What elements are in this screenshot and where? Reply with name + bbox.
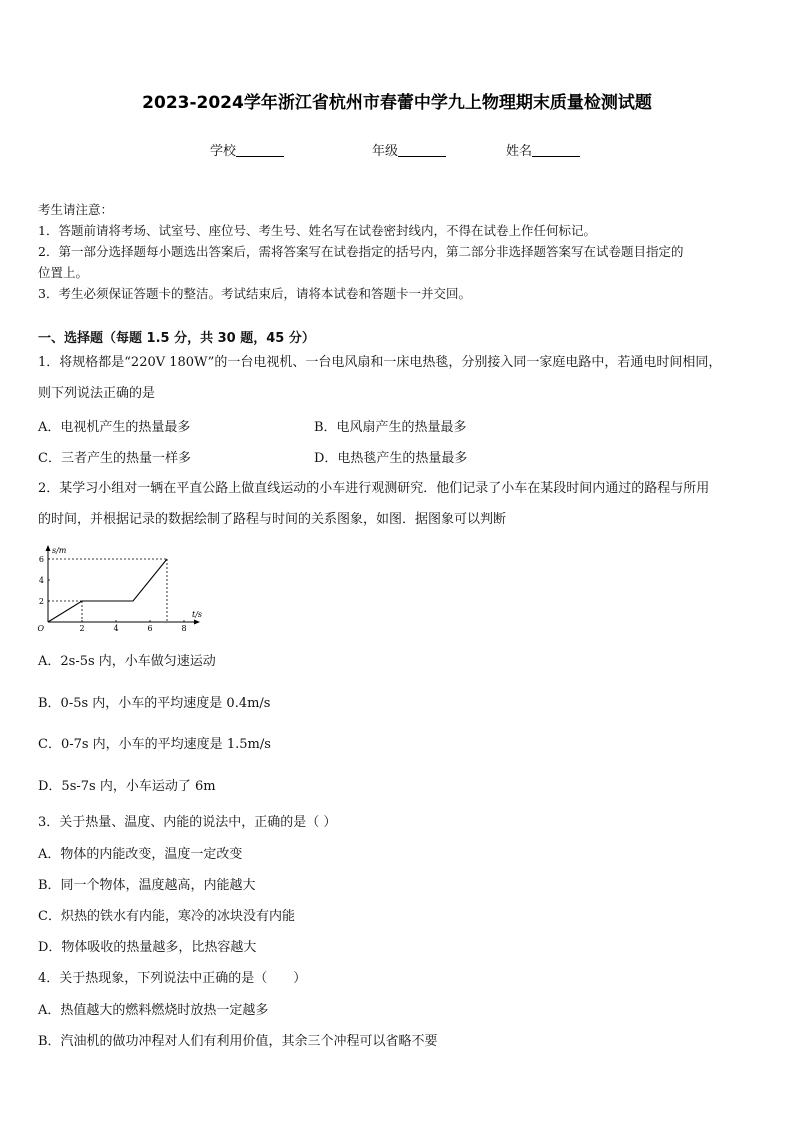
origin-label: O (37, 624, 44, 633)
school-label: 学校 (210, 144, 237, 159)
name-blank[interactable] (532, 144, 580, 157)
section-heading: 一、选择题（每题 1.5 分，共 30 题，45 分） (38, 331, 315, 346)
name-label: 姓名 (506, 144, 533, 159)
y-tick-label-2: 2 (38, 597, 44, 606)
x-tick-label-6: 6 (147, 624, 153, 633)
notice-item-2-cont: 位置上。 (38, 265, 89, 280)
q4-option-b[interactable]: B．汽油机的做功冲程对人们有利用价值，其余三个冲程可以省略不要 (38, 1034, 438, 1049)
q3-stem: 3．关于热量、温度、内能的说法中，正确的是（ ） (38, 815, 337, 830)
q2-option-c[interactable]: C．0-7s 内，小车的平均速度是 1.5m/s (38, 737, 271, 752)
q2-option-a[interactable]: A．2s-5s 内，小车做匀速运动 (38, 654, 216, 669)
notice-heading: 考生请注意： (38, 202, 114, 217)
notice-item-1: 1．答题前请将考场、试室号、座位号、考生号、姓名写在试卷密封线内，不得在试卷上作任何标记。 (38, 223, 596, 238)
y-tick-label-6: 6 (38, 555, 44, 564)
q2-option-b[interactable]: B．0-5s 内，小车的平均速度是 0.4m/s (38, 696, 271, 711)
x-axis-arrow (194, 620, 200, 625)
y-tick-label-4: 4 (38, 576, 44, 585)
q1-stem-line1: 1．将规格都是“220V 180W”的一台电视机、一台电风扇和一床电热毯，分别接入同一家庭电路中，若通电时间相同， (38, 355, 722, 370)
q2-stem-line2: 的时间，并根据记录的数据绘制了路程与时间的关系图象，如图．据图象可以判断 (38, 512, 507, 527)
q1-option-b[interactable]: B．电风扇产生的热量最多 (314, 420, 467, 435)
name-field (506, 140, 580, 159)
series-line-0 (48, 559, 167, 622)
q2-stem-line1: 2．某学习小组对一辆在平直公路上做直线运动的小车进行观测研究．他们记录了小车在某段时间内通过的路程与所用 (38, 481, 710, 496)
q3-option-d[interactable]: D．物体吸收的热量越多，比热容越大 (38, 940, 257, 955)
x-tick-label-2: 2 (79, 624, 85, 633)
notice-item-3: 3．考生必须保证答题卡的整洁。考试结束后，请将本试卷和答题卡一并交回。 (38, 286, 471, 301)
q1-option-c[interactable]: C．三者产生的热量一样多 (38, 451, 191, 466)
q3-option-a[interactable]: A．物体的内能改变，温度一定改变 (38, 847, 243, 862)
q2-option-d[interactable]: D．5s-7s 内，小车运动了 6m (38, 779, 216, 794)
q3-option-b[interactable]: B．同一个物体，温度越高，内能越大 (38, 878, 256, 893)
q3-option-c[interactable]: C．炽热的铁水有内能，寒冷的冰块没有内能 (38, 909, 295, 924)
q1-stem-line2: 则下列说法正确的是 (38, 386, 156, 401)
x-axis-label: t/s (192, 610, 203, 619)
y-axis-label: s/m (52, 546, 67, 555)
grade-label: 年级 (372, 144, 399, 159)
q4-stem: 4．关于热现象，下列说法中正确的是（ ） (38, 971, 307, 986)
q4-option-a[interactable]: A．热值越大的燃料燃烧时放热一定越多 (38, 1003, 269, 1018)
grade-field (372, 140, 446, 159)
grade-blank[interactable] (398, 144, 446, 157)
q1-option-d[interactable]: D．电热毯产生的热量最多 (314, 451, 468, 466)
x-tick-label-8: 8 (181, 624, 187, 633)
page-title: 2023-2024学年浙江省杭州市春蕾中学九上物理期末质量检测试题 (142, 93, 652, 113)
notice-item-2: 2．第一部分选择题每小题选出答案后，需将答案写在试卷指定的括号内，第二部分非选择题答案写在试卷题目指定的 (38, 244, 684, 259)
school-blank[interactable] (236, 144, 284, 157)
school-field (210, 140, 284, 159)
y-axis-arrow (46, 545, 51, 551)
x-tick-label-4: 4 (113, 624, 119, 633)
q1-option-a[interactable]: A．电视机产生的热量最多 (38, 420, 191, 435)
distance-time-graph (36, 540, 216, 635)
